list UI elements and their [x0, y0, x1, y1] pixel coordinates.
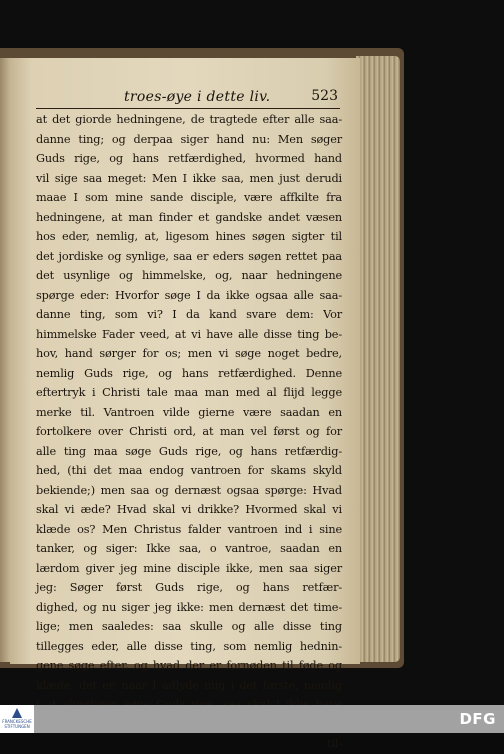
text-line: nemlig Guds rige, og hans retfærdighed. Denne [36, 366, 342, 380]
text-line: det usynlige og himmelske, og, naar hedningene [36, 269, 342, 282]
running-head: troes-øye i dette liv. [124, 89, 271, 105]
text-line: hos eder, nemlig, at, ligesom hines søgen sigter til [36, 230, 342, 243]
body-text [36, 110, 342, 754]
text-line: bekiende;) men saa og dernæst ogsaa spørge: Hvad [36, 483, 342, 497]
page-edges [356, 56, 400, 662]
text-line: dighed, og nu siger jeg ikke: men dernæst det time- [36, 600, 342, 614]
text-line: lige; men saaledes: saa skulle og alle disse ting [36, 620, 342, 633]
text-line: jeg: Søger først Guds rige, og hans retfær- [36, 581, 342, 594]
page-number: 523 [311, 88, 338, 104]
text-line: til- [327, 737, 342, 750]
text-line: merke til. Vantroen vilde gierne være saadan en [36, 405, 342, 419]
text-line: skal vi æde? Hvad skal vi drikke? Hvormed skal vi [36, 503, 342, 516]
viewer-footer [0, 705, 504, 733]
text-line: klæde os? Men Christus falder vantroen ind i sine [36, 522, 342, 536]
text-line: spørge eder: Hvorfor søge I da ikke ogsaa alle saa- [36, 288, 342, 302]
text-line: himmelske Fader veed, at vi have alle disse ting be- [36, 327, 342, 341]
text-line: gene søge efter, og hvad der er fornøden til føde og [36, 659, 342, 672]
text-line: lærdom giver jeg mine disciple ikke, men saa siger [36, 561, 342, 575]
text-line: danne ting; og derpaa siger hand nu: Men søger [36, 132, 342, 146]
text-line: Guds rige, og hans retfærdighed, hvormed hand [36, 152, 342, 165]
text-line: det jordiske og synlige, saa er eders søgen rettet paa [36, 249, 342, 263]
text-line: hedningene, at man finder et gandske andet væsen [36, 210, 342, 224]
franckesche-stiftungen-logo[interactable] [0, 705, 34, 733]
text-line: eftertryk i Christi tale maa man med al flijd legge [36, 386, 342, 399]
text-line: alle ting maa søge Guds rige, og hans retfærdig- [36, 444, 342, 458]
dfg-logo[interactable]: DFG [459, 710, 496, 728]
text-line: at det giorde hedningene, de tragtede efter alle saa- [36, 113, 342, 126]
text-line: klæde, det er, naar I adlyde mig i det første, nemlig [36, 678, 342, 692]
text-line: maae I som mine sande disciple, være affkilte fra [36, 191, 342, 204]
page-header [36, 88, 340, 109]
text-line: hed, (thi det maa endog vantroen for skams skyld [36, 464, 342, 477]
text-line: hov, hand sørger for os; men vi søge noget bedre, [36, 347, 342, 360]
text-line: fortolkere over Christi ord, at man vel først og for [36, 425, 342, 438]
text-line: vil sige saa meget: Men I ikke saa, men just derudi [36, 171, 342, 185]
logo-icon [12, 708, 22, 718]
text-line: tanker, og siger: Ikke saa, o vantroe, saadan en [36, 542, 342, 555]
text-line: tillegges eder, alle disse ting, som nemlig hednin- [36, 639, 342, 653]
logo-text: FRANCKESCHE STIFTUNGEN [2, 719, 32, 729]
text-line: danne ting, som vi? I da kand svare dem: Vor [36, 308, 342, 321]
